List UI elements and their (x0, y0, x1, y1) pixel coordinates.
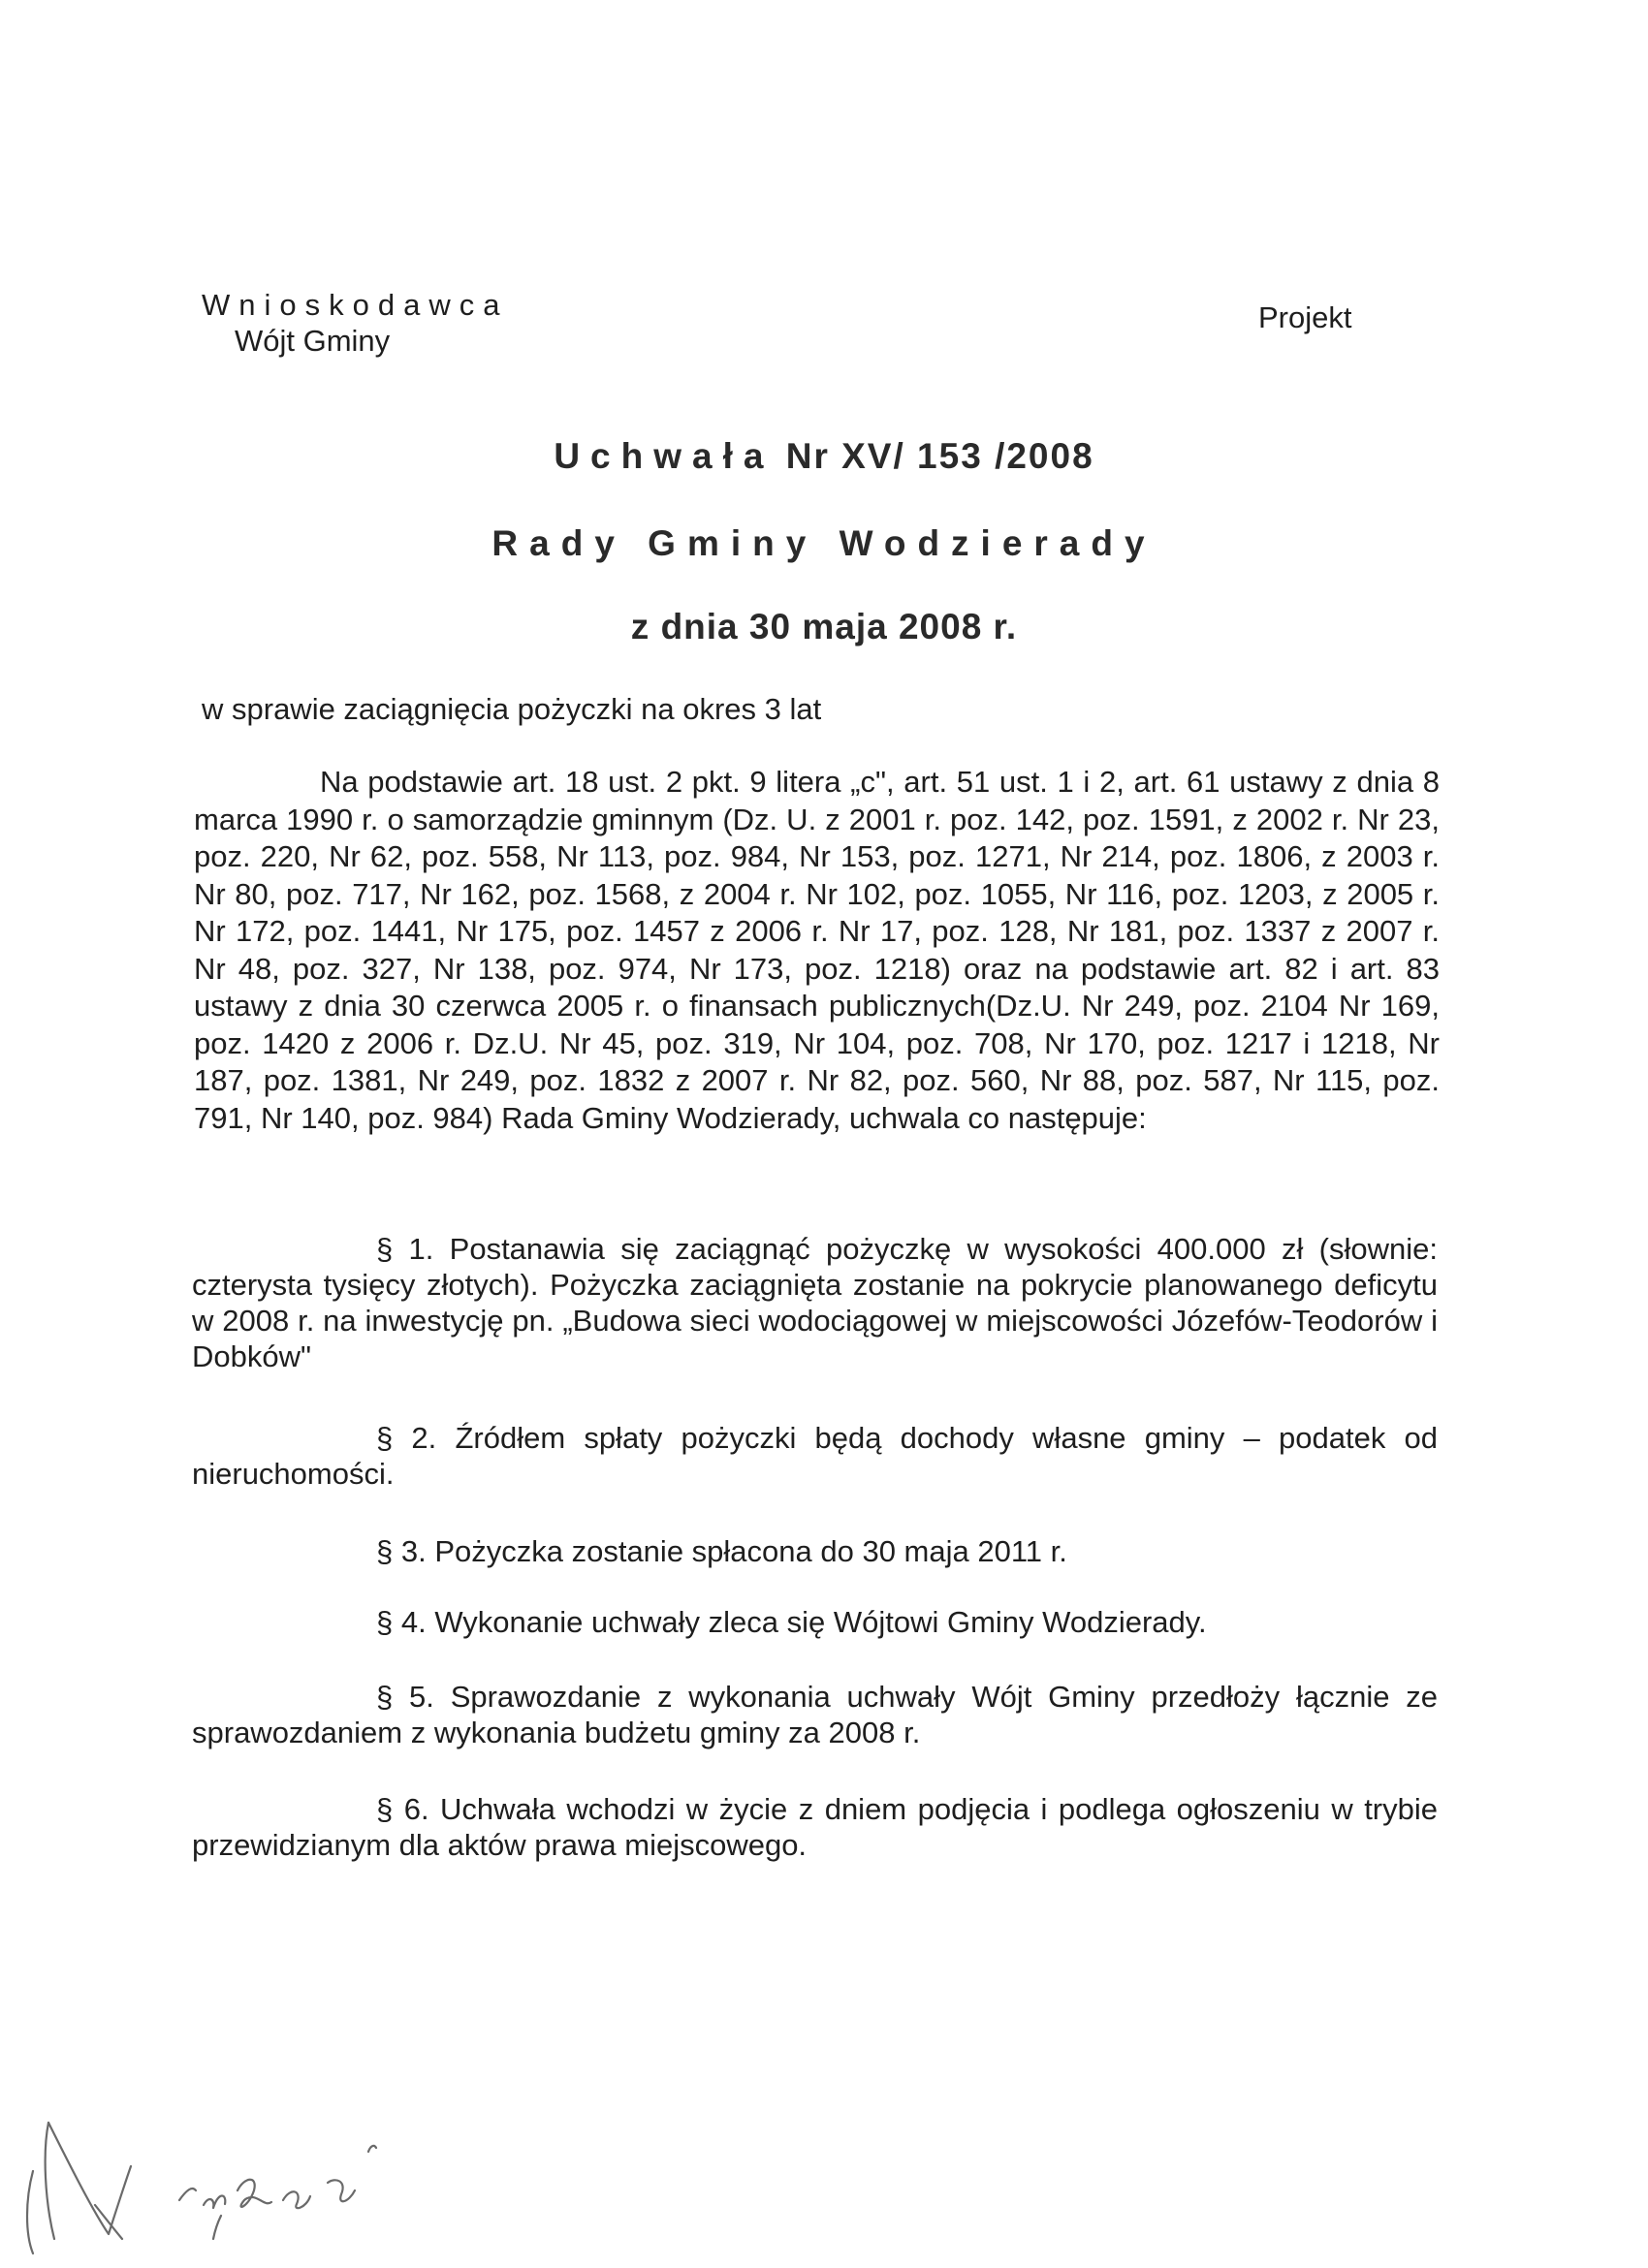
paragraph-6: § 6. Uchwała wchodzi w życie z dniem podjęcia i podlega ogłoszeniu w trybie przewidzianym dla aktów prawa miejscowego. (192, 1792, 1438, 1862)
applicant-label: Wnioskodawca (202, 288, 509, 322)
resolution-subject: w sprawie zaciągnięcia pożyczki na okres 3 lat (202, 692, 822, 726)
applicant-name: Wójt Gminy (235, 324, 391, 359)
resolution-title (0, 436, 1648, 477)
applicant-block (202, 287, 508, 359)
paragraph-4: § 4. Wykonanie uchwały zleca się Wójtowi Gminy Wodzierady. (376, 1605, 1207, 1639)
resolution-date: z dnia 30 maja 2008 r. (630, 607, 1018, 646)
paragraph-2: § 2. Źródłem spłaty pożyczki będą dochody własne gminy – podatek od nieruchomości. (192, 1421, 1438, 1491)
resolution-word: Uchwała (554, 436, 775, 476)
resolution-number: Nr XV/ 153 /2008 (785, 436, 1094, 476)
council-name: Rady Gminy Wodzierady (491, 523, 1157, 563)
paragraph-3: § 3. Pożyczka zostanie spłacona do 30 maja 2011 r. (376, 1534, 1067, 1568)
paragraph-5: § 5. Sprawozdanie z wykonania uchwały Wójt Gminy przedłoży łącznie ze sprawozdaniem z wykonania budżetu gminy za 2008 r. (192, 1680, 1438, 1749)
legal-basis-preamble: Na podstawie art. 18 ust. 2 pkt. 9 litera „c", art. 51 ust. 1 i 2, art. 61 ustawy z dnia 8 marca 1990 r. o samorządzie gminnym (Dz. U. z 2001 r. poz. 142, poz. 1591, z 2002 r. Nr 23, poz. 220, Nr 62, poz. 558, Nr 113, poz. 984, Nr 153, poz. 1271, Nr 214, poz. 1806, z 2003 r. Nr 80, poz. 717, Nr 162, poz. 1568, z 2004 r. Nr 102, poz. 1055, Nr 116, poz. 1203, z 2005 r. Nr 172, poz. 1441, Nr 175, poz. 1457 z 2006 r. Nr 17, poz. 128, Nr 181, poz. 1337 z 2007 r. Nr 48, poz. 327, Nr 138, poz. 974, Nr 173, poz. 1218) oraz na podstawie art. 82 i art. 83 ustawy z dnia 30 czerwca 2005 r. o finansach publicznych(Dz.U. Nr 249, poz. 2104 Nr 169, poz. 1420 z 2006 r. Dz.U. Nr 45, poz. 319, Nr 104, poz. 708, Nr 170, poz. 1217 i 1218, Nr 187, poz. 1381, Nr 249, poz. 1832 z 2007 r. Nr 82, poz. 560, Nr 88, poz. 587, Nr 115, poz. 791, Nr 140, poz. 984) Rada Gminy Wodzierady, uchwala co następuje: (194, 765, 1440, 1135)
handwritten-signature (19, 2094, 378, 2258)
paragraph-1: § 1. Postanawia się zaciągnąć pożyczkę w wysokości 400.000 zł (słownie: czterysta tysięcy złotych). Pożyczka zaciągnięta zostanie na pokrycie planowanego deficytu w 2008 r. na inwestycję pn. „Budowa sieci wodociągowej w miejscowości Józefów-Teodorów i Dobków" (192, 1232, 1438, 1373)
project-label: Projekt (1258, 300, 1352, 334)
